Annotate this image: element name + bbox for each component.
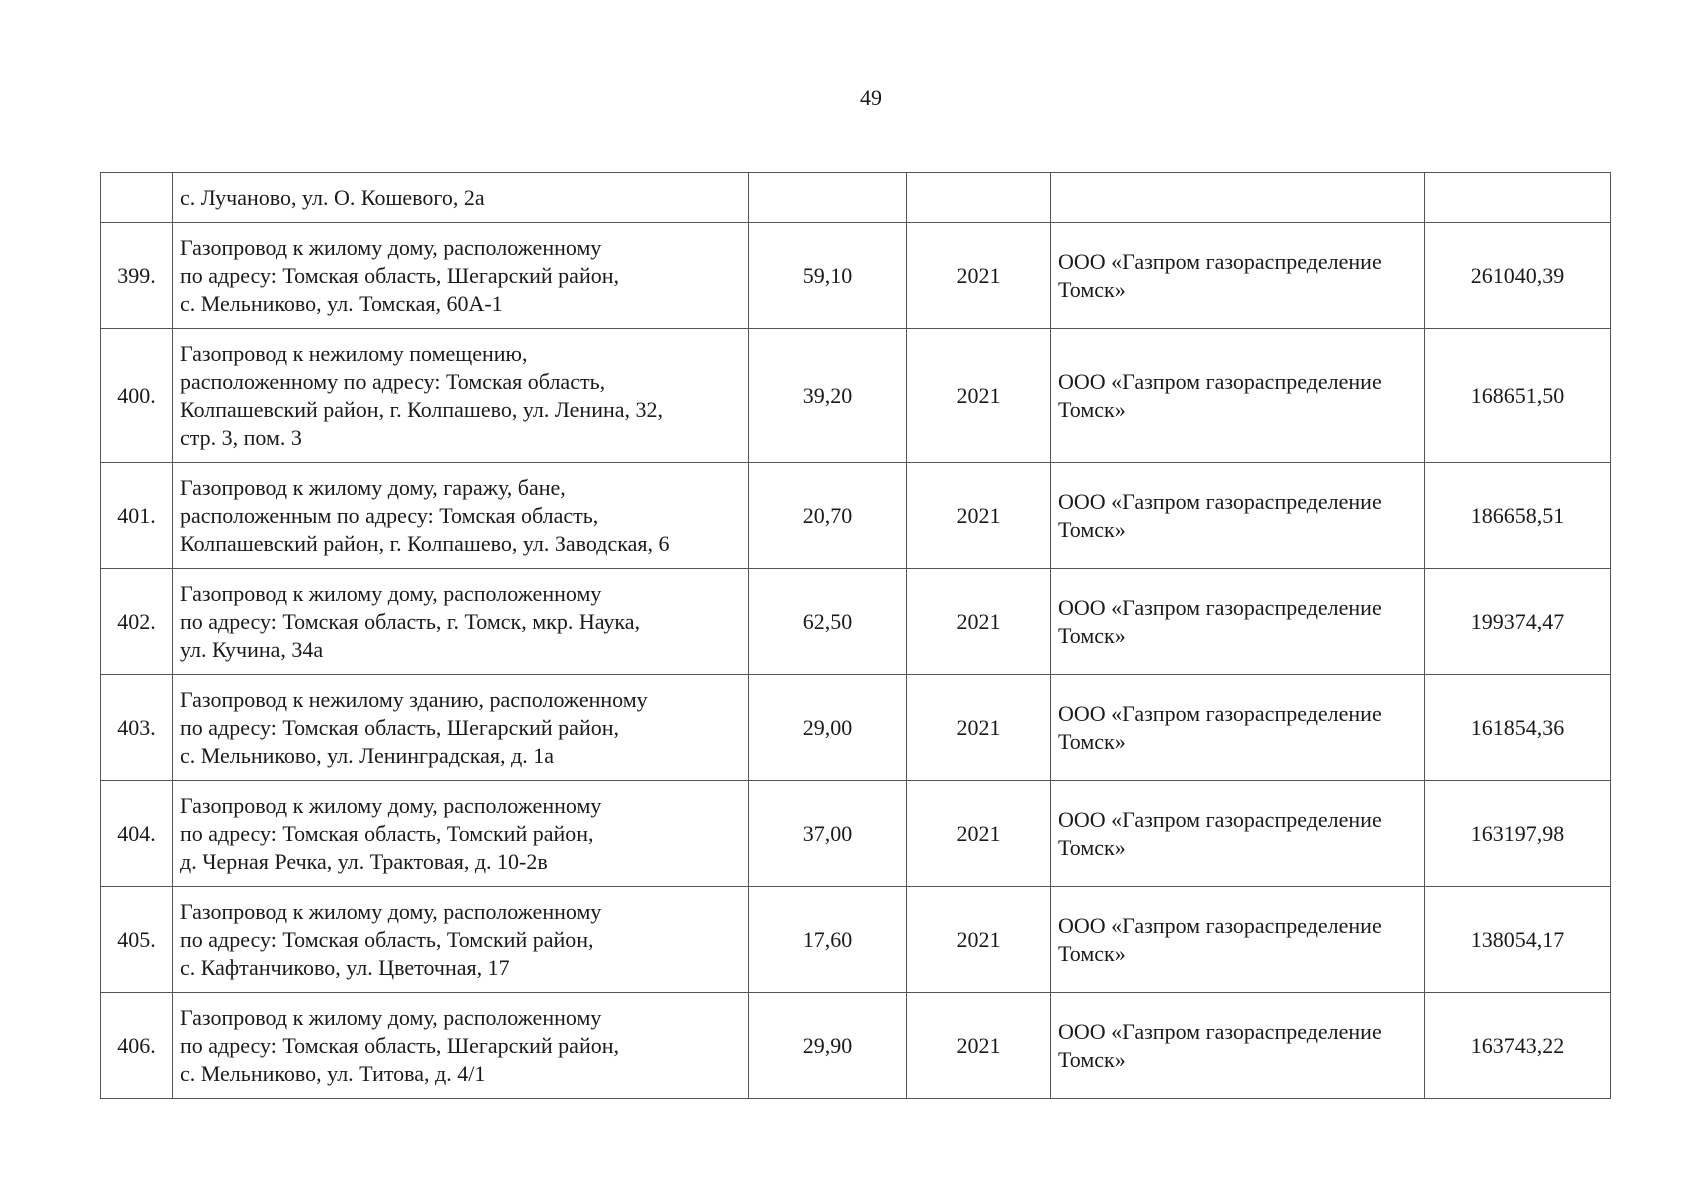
commission-year: 2021 xyxy=(907,887,1051,993)
row-number: 403. xyxy=(101,675,173,781)
row-number xyxy=(101,173,173,223)
owner-line: ООО «Газпром газораспределение xyxy=(1058,700,1382,726)
pipeline-length xyxy=(749,173,907,223)
cost-value: 261040,39 xyxy=(1425,223,1611,329)
object-name-line: расположенным по адресу: Томская область, xyxy=(180,502,599,528)
row-number: 400. xyxy=(101,329,173,463)
object-name xyxy=(173,781,749,887)
object-name-line: Колпашевский район, г. Колпашево, ул. Ленина, 32, xyxy=(180,396,664,422)
object-name-line: Газопровод к жилому дому, гаражу, бане, xyxy=(180,474,566,500)
owner-line: Томск» xyxy=(1058,276,1126,302)
owner-line: ООО «Газпром газораспределение xyxy=(1058,594,1382,620)
pipeline-length: 29,90 xyxy=(749,993,907,1099)
object-name-line: Газопровод к жилому дому, расположенному xyxy=(180,898,602,924)
commission-year: 2021 xyxy=(907,675,1051,781)
object-name xyxy=(173,993,749,1099)
owner-organization xyxy=(1051,675,1425,781)
cost-value: 161854,36 xyxy=(1425,675,1611,781)
owner-line: Томск» xyxy=(1058,728,1126,754)
page-number: 49 xyxy=(860,85,882,110)
row-number: 402. xyxy=(101,569,173,675)
cost-value: 168651,50 xyxy=(1425,329,1611,463)
object-name-line: с. Мельниково, ул. Титова, д. 4/1 xyxy=(180,1060,486,1086)
owner-organization xyxy=(1051,223,1425,329)
object-name-line: д. Черная Речка, ул. Трактовая, д. 10-2в xyxy=(180,848,548,874)
commission-year: 2021 xyxy=(907,993,1051,1099)
cost-value: 163197,98 xyxy=(1425,781,1611,887)
owner-organization xyxy=(1051,781,1425,887)
object-name-line: Газопровод к нежилому помещению, xyxy=(180,340,528,366)
object-name-line: расположенному по адресу: Томская область, xyxy=(180,368,606,394)
object-name-line: по адресу: Томская область, Шегарский район, xyxy=(180,714,619,740)
cost-value: 138054,17 xyxy=(1425,887,1611,993)
owner-line: Томск» xyxy=(1058,834,1126,860)
object-name-line: Газопровод к жилому дому, расположенному xyxy=(180,1004,602,1030)
object-name-line: Газопровод к жилому дому, расположенному xyxy=(180,792,602,818)
object-name-line: по адресу: Томская область, Томский район, xyxy=(180,926,594,952)
object-name-line: Газопровод к нежилому зданию, расположенному xyxy=(180,686,648,712)
object-name xyxy=(173,887,749,993)
owner-organization xyxy=(1051,569,1425,675)
table-row xyxy=(101,463,1611,569)
cost-value: 186658,51 xyxy=(1425,463,1611,569)
object-name-line: ул. Кучина, 34а xyxy=(180,636,324,662)
owner-organization xyxy=(1051,329,1425,463)
commission-year: 2021 xyxy=(907,223,1051,329)
pipeline-length: 29,00 xyxy=(749,675,907,781)
object-name-line: по адресу: Томская область, Шегарский район, xyxy=(180,1032,619,1058)
owner-line: ООО «Газпром газораспределение xyxy=(1058,806,1382,832)
object-name-line: Газопровод к жилому дому, расположенному xyxy=(180,580,602,606)
commission-year: 2021 xyxy=(907,329,1051,463)
row-number: 401. xyxy=(101,463,173,569)
object-name xyxy=(173,569,749,675)
object-name-line: по адресу: Томская область, г. Томск, мкр. Наука, xyxy=(180,608,640,634)
owner-organization xyxy=(1051,887,1425,993)
object-name-line: с. Мельниково, ул. Ленинградская, д. 1а xyxy=(180,742,554,768)
object-name-line: по адресу: Томская область, Томский район, xyxy=(180,820,594,846)
object-name-line: с. Мельниково, ул. Томская, 60А-1 xyxy=(180,290,503,316)
owner-line: ООО «Газпром газораспределение xyxy=(1058,912,1382,938)
owner-organization xyxy=(1051,993,1425,1099)
pipeline-length: 17,60 xyxy=(749,887,907,993)
cost-value: 199374,47 xyxy=(1425,569,1611,675)
owner-organization xyxy=(1051,173,1425,223)
table-row xyxy=(101,223,1611,329)
owner-line: Томск» xyxy=(1058,622,1126,648)
pipeline-length: 37,00 xyxy=(749,781,907,887)
object-name xyxy=(173,329,749,463)
table-row xyxy=(101,329,1611,463)
commission-year: 2021 xyxy=(907,569,1051,675)
pipeline-length: 39,20 xyxy=(749,329,907,463)
object-name-line: Газопровод к жилому дому, расположенному xyxy=(180,234,602,260)
owner-line: ООО «Газпром газораспределение xyxy=(1058,368,1382,394)
table-row xyxy=(101,993,1611,1099)
object-name-line: Колпашевский район, г. Колпашево, ул. Заводская, 6 xyxy=(180,530,670,556)
object-name-line: стр. 3, пом. 3 xyxy=(180,424,302,450)
object-name xyxy=(173,173,749,223)
commission-year: 2021 xyxy=(907,463,1051,569)
owner-line: ООО «Газпром газораспределение xyxy=(1058,1018,1382,1044)
row-number: 406. xyxy=(101,993,173,1099)
pipeline-length: 62,50 xyxy=(749,569,907,675)
object-name-line: с. Лучаново, ул. О. Кошевого, 2а xyxy=(180,184,485,210)
owner-line: ООО «Газпром газораспределение xyxy=(1058,248,1382,274)
table-row xyxy=(101,675,1611,781)
commission-year xyxy=(907,173,1051,223)
object-name-line: по адресу: Томская область, Шегарский район, xyxy=(180,262,619,288)
table-row-continuation xyxy=(101,173,1611,223)
object-name-line: с. Кафтанчиково, ул. Цветочная, 17 xyxy=(180,954,510,980)
object-name xyxy=(173,463,749,569)
commission-year: 2021 xyxy=(907,781,1051,887)
cost-value: 163743,22 xyxy=(1425,993,1611,1099)
owner-organization xyxy=(1051,463,1425,569)
row-number: 405. xyxy=(101,887,173,993)
row-number: 399. xyxy=(101,223,173,329)
cost-value xyxy=(1425,173,1611,223)
registry-table xyxy=(100,172,1611,1099)
table-row xyxy=(101,781,1611,887)
owner-line: ООО «Газпром газораспределение xyxy=(1058,488,1382,514)
owner-line: Томск» xyxy=(1058,940,1126,966)
pipeline-length: 20,70 xyxy=(749,463,907,569)
table-row xyxy=(101,887,1611,993)
row-number: 404. xyxy=(101,781,173,887)
table-row xyxy=(101,569,1611,675)
pipeline-length: 59,10 xyxy=(749,223,907,329)
object-name xyxy=(173,675,749,781)
table-body xyxy=(101,173,1611,1099)
owner-line: Томск» xyxy=(1058,1046,1126,1072)
object-name xyxy=(173,223,749,329)
owner-line: Томск» xyxy=(1058,516,1126,542)
owner-line: Томск» xyxy=(1058,396,1126,422)
